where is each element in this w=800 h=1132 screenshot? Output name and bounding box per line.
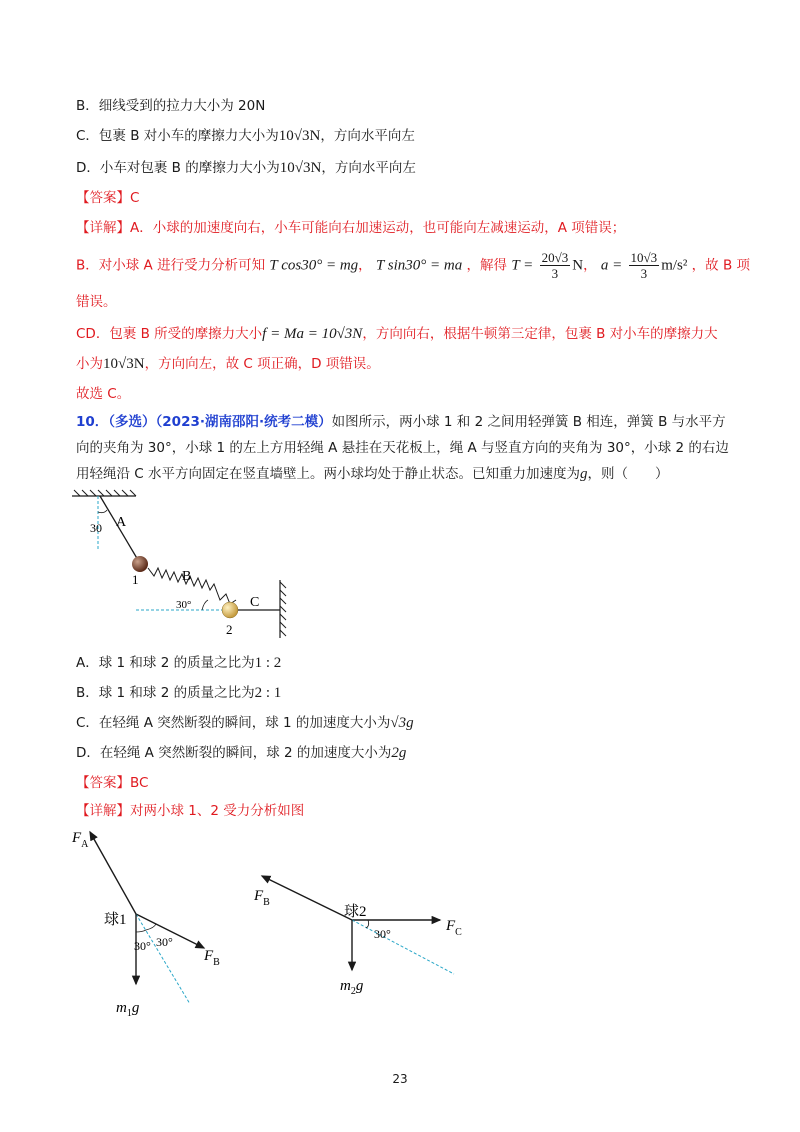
detail-10: 【详解】对两小球 1、2 受力分析如图 <box>76 803 305 819</box>
question-10-line1: 10．（多选）（2023·湖南邵阳·统考二模）如图所示，两小球 1 和 2 之间用轻弹簧 B 相连，弹簧 B 与水平方 <box>76 414 726 430</box>
page-number: 23 <box>392 1072 408 1086</box>
free-body-ball-2 <box>248 860 478 1000</box>
option-b-9: B．细线受到的拉力大小为 20N <box>76 98 266 114</box>
label-2: 2 <box>226 622 233 637</box>
detail-9-b-cont: 错误。 <box>76 294 117 310</box>
label-1: 1 <box>132 572 139 587</box>
label-m1g: $m_1g$ <box>116 1000 140 1019</box>
detail-9-cd-cont: 小为10√3N，方向向左，故 C 项正确，D 项错误。 <box>76 356 380 372</box>
wall-hatch <box>280 582 286 636</box>
ceiling-hatch <box>74 490 136 496</box>
question-10-line3: 用轻绳沿 C 水平方向固定在竖直墙壁上。两小球均处于静止状态。已知重力加速度为g，则（ ） <box>76 466 669 482</box>
angle-label-2: 30° <box>156 935 173 949</box>
detail-9-a: 【详解】A．小球的加速度向右，小车可能向右加速运动，也可能向左减速运动，A 项错误； <box>76 220 626 236</box>
label-ball-2: 球2 <box>344 904 367 920</box>
answer-9: 【答案】C <box>76 190 140 206</box>
option-c-10: C．在轻绳 A 突然断裂的瞬间，球 1 的加速度大小为√3g <box>76 715 414 731</box>
answer-10: 【答案】BC <box>76 775 149 791</box>
label-c: C <box>250 595 260 610</box>
label-ball-1: 球1 <box>104 912 127 928</box>
option-d-10: D．在轻绳 A 突然断裂的瞬间，球 2 的加速度大小为2g <box>76 745 407 761</box>
ball-2 <box>222 602 238 618</box>
option-c-9: C．包裹 B 对小车的摩擦力大小为10√3N，方向水平向左 <box>76 128 415 144</box>
option-d-9: D．小车对包裹 B 的摩擦力大小为10√3N，方向水平向左 <box>76 160 416 176</box>
label-fc: $F_C$ <box>446 918 462 938</box>
label-fb: $F_B$ <box>204 948 220 968</box>
label-a: A <box>116 515 127 530</box>
angle-label-top: 30 <box>90 521 102 535</box>
detail-9-cd: CD．包裹 B 所受的摩擦力大小f = Ma = 10√3N，方向向右，根据牛顿第三定律，包裹 B 对小车的摩擦力大 <box>76 326 718 342</box>
spring-b <box>148 568 236 604</box>
label-fb-2: $F_B$ <box>254 888 270 908</box>
label-b: B <box>182 569 192 584</box>
free-body-ball-1 <box>66 826 246 1022</box>
label-m2g: $m_2g$ <box>340 978 364 997</box>
ball-1 <box>132 556 148 572</box>
option-b-10: B．球 1 和球 2 的质量之比为2 : 1 <box>76 685 282 701</box>
dashed-extension-fb <box>352 920 454 974</box>
option-a-10: A．球 1 和球 2 的质量之比为1 : 2 <box>76 655 282 671</box>
force-fb-arrow-2 <box>262 876 352 920</box>
question-10-figure <box>70 488 300 648</box>
angle-label-spring: 30° <box>176 599 192 611</box>
question-10-line2: 向的夹角为 30°，小球 1 的左上方用轻绳 A 悬挂在天花板上，绳 A 与竖直方向的夹角为 30°，小球 2 的右边 <box>76 440 729 456</box>
angle-label-1: 30° <box>134 939 151 953</box>
force-fa-arrow <box>90 832 136 914</box>
detail-9-b: B．对小球 A 进行受力分析可知 T cos30° = mg， T sin30° = ma ，解得 T = $\frac{20√3}{3}$ N， a = $\frac{10√3}{3}$ m/s² ，故 B 项 <box>76 250 751 281</box>
selection-9: 故选 C。 <box>76 386 131 402</box>
label-fa: $F_A$ <box>72 830 89 850</box>
angle-label-3: 30° <box>374 927 391 941</box>
